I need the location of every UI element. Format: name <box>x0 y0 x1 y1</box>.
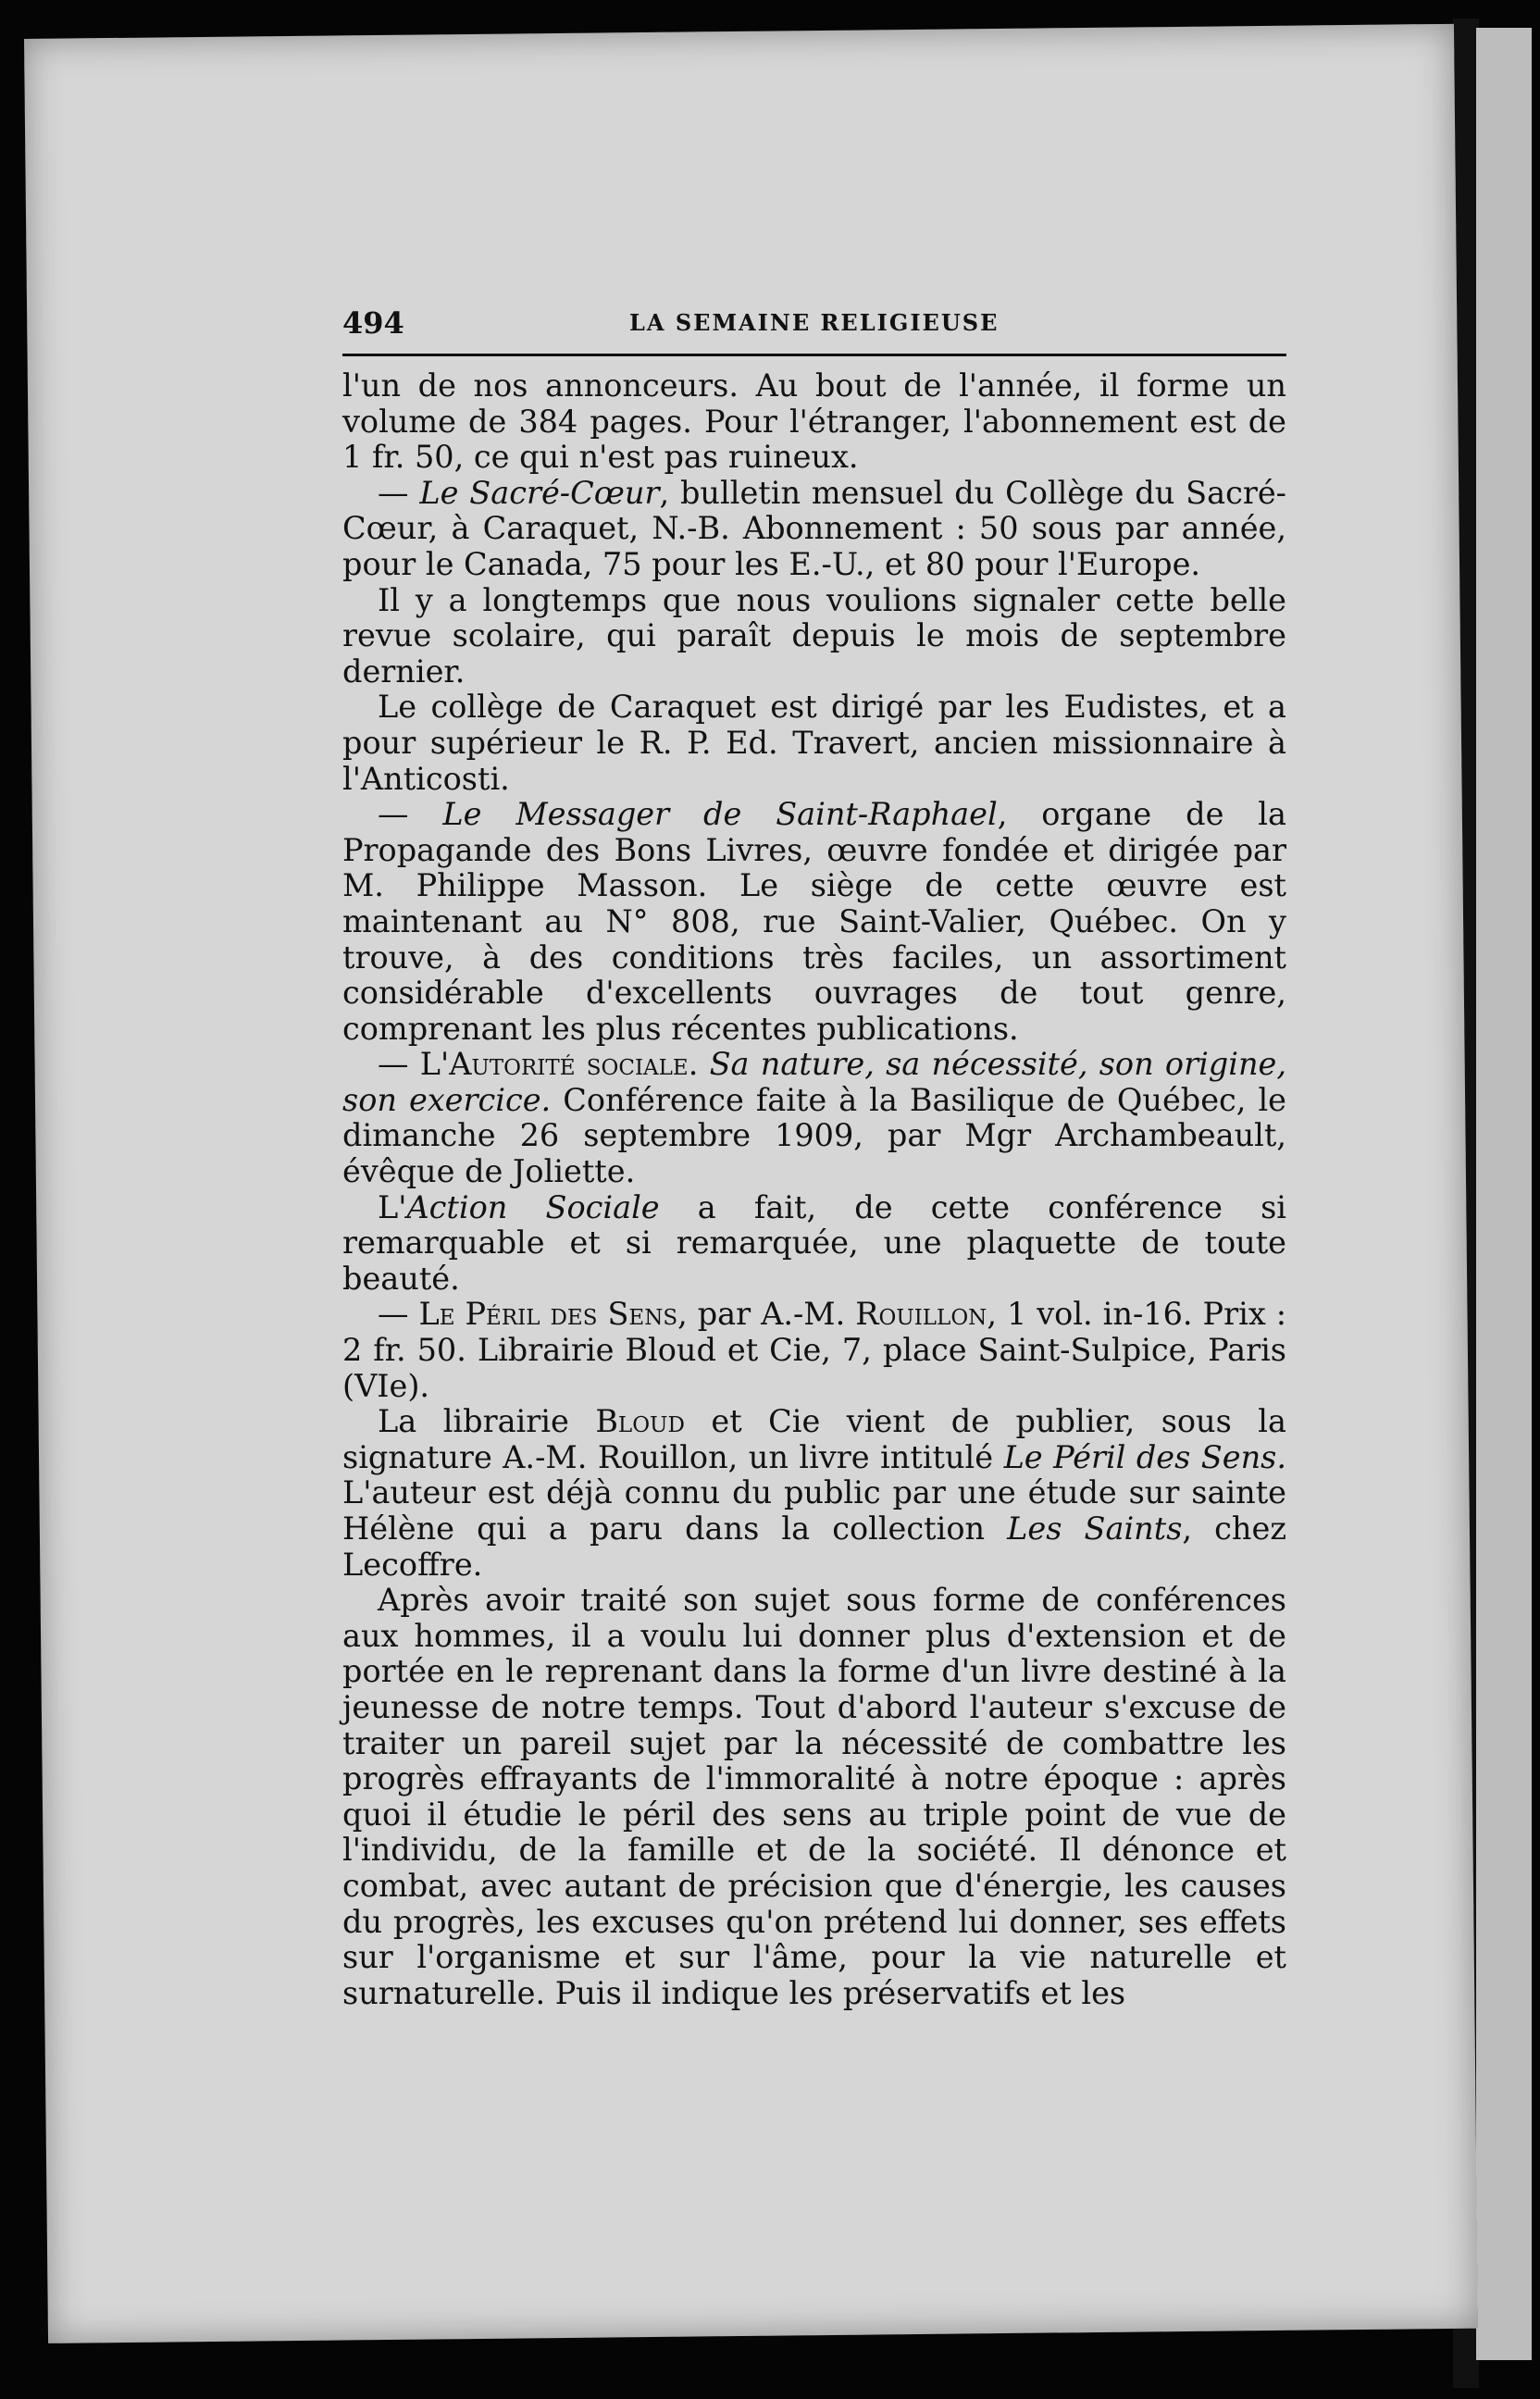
paragraph-text: Après avoir traité son sujet sous forme de conférences aux hommes, il a voulu lui donner plus d'extension et de portée en le reprenant dans la forme d'un livre destiné à la jeunesse de notre temps. Tout d'abord l'auteur s'excuse de traiter un pareil sujet par la nécessité de combattre les progrès effrayants de l'immoralité à notre époque : après quoi il étudie le péril des sens au triple point de vue de l'individu, de la famille et de la société. Il dénonce et combat, avec autant de précision que d'énergie, les causes du progrès, les excuses qu'on prétend lui donner, ses effets sur l'organisme et sur l'âme, pour la vie naturelle et surnaturelle. Puis il indique les préservatifs et les <box>342 1582 1286 2011</box>
collection-italic: Les Saints <box>1007 1510 1183 1547</box>
paragraph-7 <box>342 1190 1286 1298</box>
article-body <box>342 368 1286 2011</box>
title-italic: Le Messager de Saint-Raphael <box>442 796 998 833</box>
paragraph-4 <box>342 690 1286 797</box>
page-number: 494 <box>342 305 404 341</box>
paragraph-text-2: , 1 vol. in-16. Prix : 2 fr. 50. Librairie Bloud et Cie, 7, place Saint-Sulpice, Paris (VIe). <box>342 1296 1286 1404</box>
paragraph-text: a fait, de cette conférence si remarquable et si remarquée, une plaquette de toute beauté. <box>342 1188 1286 1297</box>
title-italic: Le Sacré-Cœur <box>419 474 660 511</box>
title-smallcaps: L'Autorité sociale. <box>419 1046 699 1083</box>
paragraph-9 <box>342 1404 1286 1583</box>
paragraph-2 <box>342 476 1286 583</box>
dash: — <box>378 474 420 511</box>
title-italic: Le Péril des Sens. <box>1003 1438 1286 1475</box>
paragraph-text: , par A.-M. <box>677 1296 856 1333</box>
paragraph-text: et Cie vient de publier, sous la signature A.-M. Rouillon, un livre intitulé <box>342 1403 1286 1475</box>
paragraph-10 <box>342 1583 1286 2011</box>
paragraph-text: , bulletin mensuel du Collège du Sacré-Cœur, à Caraquet, N.-B. Abonnement : 50 sous par année, pour le Canada, 75 pour les E.-U., et 80 pour l'Europe. <box>342 474 1286 582</box>
paragraph-5 <box>342 797 1286 1047</box>
title-italic: Action Sociale <box>406 1188 660 1225</box>
paragraph-8 <box>342 1297 1286 1404</box>
paragraph-3 <box>342 583 1286 690</box>
lead-text: L' <box>378 1188 407 1225</box>
title-smallcaps: Le Péril des Sens <box>418 1296 678 1333</box>
running-title: LA SEMAINE RELIGIEUSE <box>629 309 1000 336</box>
facing-page-edge <box>1476 28 1532 2360</box>
dash: — <box>378 1046 420 1083</box>
page-header <box>342 305 1286 342</box>
dash: — <box>378 796 443 833</box>
paragraph-1 <box>342 368 1286 476</box>
dash: — <box>378 1296 419 1333</box>
author-smallcaps: Rouillon <box>855 1296 987 1333</box>
lead-text: La librairie <box>378 1403 596 1440</box>
paragraph-text-2: L'auteur est déjà connu du public par une étude sur sainte Hélène qui a paru dans la collection <box>342 1474 1286 1547</box>
paragraph-text: l'un de nos annonceurs. Au bout de l'année, il forme un volume de 384 pages. Pour l'étranger, l'abonnement est de 1 fr. 50, ce qui n'est pas ruineux. <box>342 367 1286 476</box>
paragraph-6 <box>342 1047 1286 1189</box>
paragraph-text: Le collège de Caraquet est dirigé par les Eudistes, et a pour supérieur le R. P. Ed. Travert, ancien missionnaire à l'Anticosti. <box>342 689 1286 797</box>
paragraph-text: , organe de la Propagande des Bons Livres, œuvre fondée et dirigée par M. Philippe Masson. Le siège de cette œuvre est maintenant au N° 808, rue Saint-Valier, Québec. On y trouve, à des conditions très faciles, un assortiment considérable d'excellents ouvrages de tout genre, comprenant les plus récentes publications. <box>342 796 1286 1047</box>
paragraph-text: Il y a longtemps que nous voulions signaler cette belle revue scolaire, qui paraît depuis le mois de septembre dernier. <box>342 581 1286 690</box>
paragraph-text: Conférence faite à la Basilique de Québec, le dimanche 26 septembre 1909, par Mgr Archambeault, évêque de Joliette. <box>342 1081 1286 1190</box>
publisher-smallcaps: Bloud <box>595 1403 685 1440</box>
header-rule <box>342 354 1286 356</box>
paragraph-text-3: , chez Lecoffre. <box>342 1510 1286 1583</box>
subtitle-italic: Sa nature, sa nécessité, son origine, son exercice. <box>342 1046 1287 1118</box>
